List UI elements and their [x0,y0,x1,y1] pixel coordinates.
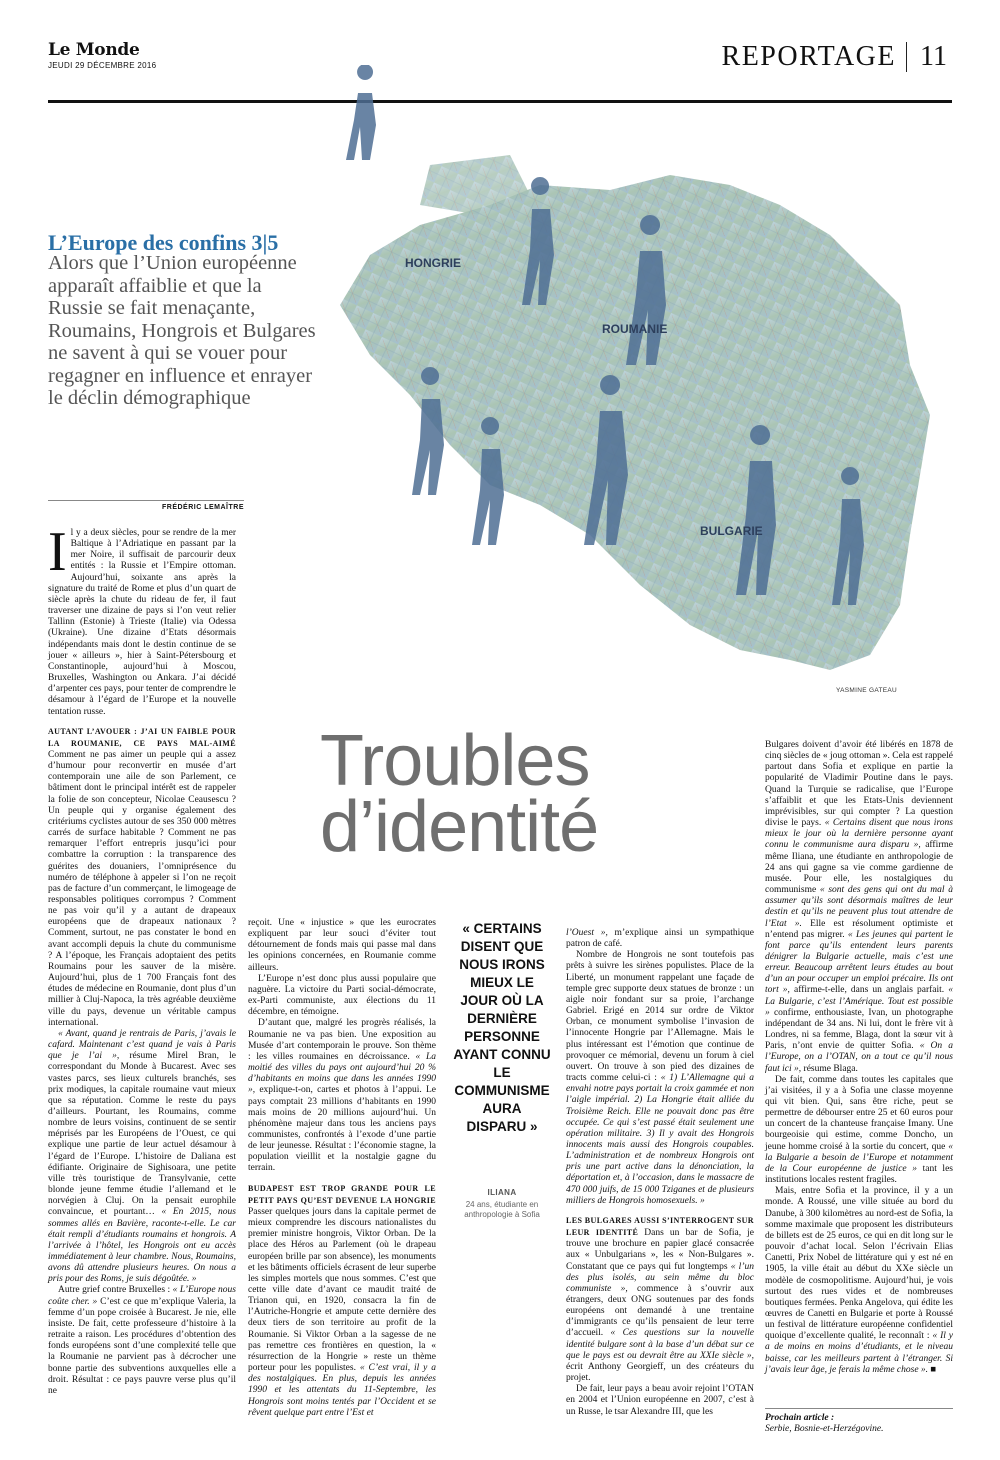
paragraph: Dans un bar de Sofia, je trouve une brochure en papier glacé consacrée aux « Unbulgarians », les « Non-Bulgares ». Constatant que ce pays qui fut longtemps [566,1228,755,1272]
paragraph: C’est ce que m’explique Valeria, la femme d’un pope croisée à Bucarest. Je nie, elle insiste. De fait, cette professeure d’histoire à la retraite a raison. Les procédures d’obtention des fonds européens sont d’une complexité telle que la Roumanie ne parvient pas à décrocher une bonne partie des subventions auxquelles elle a droit. Résultat : ce pays pauvre verse plus qu’il ne [48,1296,236,1396]
paragraph: écrit Anthony Georgieff, un des créateurs du projet. [566,1361,754,1384]
paragraph: Autre grief contre Bruxelles : [58,1285,171,1296]
article-column-4 [765,740,953,1376]
newspaper-logo: Le Monde [48,40,140,60]
intro-paragraph: l y a deux siècles, pour se rendre de la mer Baltique à l’Adriatique en passant par la mer Noire, il suffisait de parcourir deux entités : la Russie et l’Empire ottoman. Aujourd’hui, soixante ans après la signature du traité de Rome et plus d’un quart de siècle après la chute du rideau de fer, il faut traverser une dizaine de pays si l’on veut relier Tallinn (Estonie) à Trieste (Italie) via Odessa (Ukraine). Une dizaine d’Etats désormais indépendants mais dont le destin continue de se jouer « ailleurs », hier à Saint-Pétersbourg et Constantinople, aujourd’hui à Moscou, Bruxelles, Washington ou Ankara. J’ai décidé d’arpenter ces pays, pour tenter de comprendre le désamour à l’égard de l’Europe et la nouvelle tentation russe. [48,528,236,717]
quote-text: « L’Europe nous coûte cher. » [48,1285,236,1307]
paragraph: résume Blaga. [801,1063,858,1074]
headline-line-2: d’identité [320,787,599,867]
headline-line-1: Troubles [320,721,590,801]
paragraph: De fait, leur pays a beau avoir rejoint l’OTAN en 2004 et l’Union européenne en 2007, c’est à un Russe, le tsar Alexandre III, que les [566,1384,754,1417]
next-article-label: Prochain article : [765,1413,835,1423]
subhead-bulgarians: LES BULGARES AUSSI S’INTERROGENT SUR LEUR IDENTITÉ [566,1215,754,1238]
paragraph: Bulgares doivent d’avoir été libérés en 1878 de cinq siècles de « joug ottoman ». Cela est rappelé partout dans Sofia et explique en partie la popularité de Vladimir Poutine dans le pays. Quand la Turquie se radicalise, que l’Europe s’affaiblit et que les Etats-Unis deviennent imprévisibles, sur qui compter ? La question divise le pays. [765,740,953,829]
page-number: 11 [920,41,947,72]
map-label-bulgarie: BULGARIE [700,524,763,538]
quote-text: « la Bulgarie a besoin de l’Europe et notamment de la Cour européenne de justice » [765,1141,954,1174]
paragraph: tant les institutions locales restent fragiles. [765,1163,953,1186]
paragraph: affirme même Iliana, une étudiante en anthropologie de 24 ans qui gagne sa vie comme gardienne de musée. Pour elle, les nostalgiques du communisme [765,840,953,896]
quote-text: « La moitié des villes du pays ont aujourd’hui 20 % d’habitants en moins que dans les années 1990 », [248,1051,436,1096]
quote-text: « 1) L’Allemagne qui a envahi notre pays portait la croix gammée et non l’aigle impérial. 2) La Hongrie était alliée du Troisième Reich. Elle ne pouvait donc pas être occupée. Ce qui s’est passé était seulement une opération militaire. 3) Il y avait des Hongrois innocents mais aussi des Hongrois coupables. L’administration et de nombreux Hongrois ont pris une part active dans la dénonciation, la déportation et, à l’occasion, dans le massacre de 470 000 juifs, de 15 000 Tziganes et de plusieurs milliers de Hongrois homosexuels. » [566,1073,754,1206]
quote-text: « sont des gens qui ont du mal à assumer qu’ils sont désormais maîtres de leur destin et qu’ils ne peuvent plus tout attendre de l’Etat ». [765,885,953,929]
pull-quote: « CERTAINS DISENT QUE NOUS IRONS MIEUX LE JOUR OÙ LA DERNIÈRE PERSONNE AYANT CONNU LE COMMUNISME AURA DISPARU » [453,921,551,1134]
quote-text: l’Ouest », [566,928,608,938]
paragraph: D’autant que, malgré les progrès réalisés, la Roumanie ne va pas bien. Une exposition au Musée d’art contemporain le prouve. Son thème : les villes roumaines en décroissance. [248,1018,436,1062]
article-column-2 [248,918,436,1419]
quote-text: « On a l’Europe, on a l’OTAN, on a tout ce qu’il nous faut ici », [765,1041,953,1074]
subhead-budapest: BUDAPEST EST TROP GRANDE POUR LE PETIT PAYS QU’EST DEVENUE LA HONGRIE [248,1183,436,1205]
pull-quote-role: 24 ans, étudiante en anthropologie à Sofia [464,1200,540,1219]
quote-text: « Certains disent que nous irons mieux le jour où la dernière personne ayant connu le communisme aura disparu », [765,818,953,851]
pull-quote-name: ILIANA [487,1188,517,1197]
paragraph: reçoit. Une « injustice » que les eurocrates expliquent par leur souci d’éviter tout détournement de fonds mais qui passe mal dans les opinions concernées, en Roumanie comme ailleurs. [248,918,436,973]
paragraph: résume Mirel Bran, le correspondant du Monde à Bucarest. Avec ses vastes parcs, ses lieux culturels branchés, ses prix modiques, la capitale roumaine vaut mieux que sa réputation. Comme le reste du pays d’ailleurs. Pourtant, les Roumains, comme nombre de leurs voisins, continuent de se sentir méprisés par les Européens de l’Ouest, ce qui explique une partie de leur actuel désamour à l’égard de l’Europe. L’histoire de Daliana est édifiante. Originaire de Sighisoara, une petite ville très touristique de Transylvanie, cette blonde jeune femme étudie l’allemand et le norvégien à Cluj. On la pensait europhile convaincue, et pourtant… [48,1051,236,1218]
next-article [765,1408,953,1435]
section-title: REPORTAGE [721,41,896,72]
series-kicker: L’Europe des confins 3|5 [48,230,279,255]
quote-text: « l’un des plus isolés, au sein même du bloc communiste », [566,1261,754,1294]
quote-text: « La Bulgarie, c’est l’Amérique. Tout est possible » [765,985,954,1018]
paragraph: commence à s’ouvrir aux étrangers, deux ONG soutenues par des fonds européens ont demandé à une trentaine d’immigrants ce qu’ils pensaient de leur terre d’accueil. [566,1283,754,1339]
map-illustration [310,65,950,685]
quote-text: « Il y a de moins en moins d’étudiants, et le niveau baisse, car les meilleurs partent à l’étranger. Si j’avais leur âge, je ferais la même chose ». [765,1331,953,1375]
quote-text: « C’est vrai, il y a des nostalgiques. En plus, depuis les années 1990 et les attentats du 11-Septembre, les Hongrois sont moins tentés par l’Occident et se rêvent quelque part entre l’Est et [248,1363,436,1418]
paragraph: Elle est résolument optimiste et n’entend pas migrer. [765,918,953,940]
paragraph: L’Europe n’est donc plus aussi populaire que naguère. La victoire du Parti social-démocrate, ex-Parti communiste, aux élections du 11 décembre, en témoigne. [248,973,436,1018]
article-deck: Alors que l’Union européenne apparaît affaiblie et que la Russie se fait menaçante, Roumains, Hongrois et Bulgares ne savent à qui se vouer pour regagner en influence et enrayer le déclin démographique [48,252,316,409]
dropcap: I [48,521,67,583]
issue-date: JEUDI 29 DÉCEMBRE 2016 [48,61,157,70]
paragraph: Comment ne pas aimer un peuple qui a assez d’humour pour reconvertir en musée d’art contemporain une aile de son Parlement, ce bâtiment dont le principal intérêt est de rappeler la folie de son concepteur, Nicolae Ceausescu ? Un peuple qui y organise également des critériums cyclistes autour de ses 350 000 mètres carrés de surface habitable ? Comment ne pas remarquer l’effort entrepris jusqu’ici pour combattre la corruption : la transparence des guérites des douaniers, l’omniprésence du numéro de téléphone à appeler si l’on ne reçoit pas de facture d’un commerçant, le limogeage de responsables politiques corrompus ? Comment ne pas voir qu’il y a autant de drapeaux européens que de drapeaux nationaux ? Comment, surtout, ne pas constater le bond en avant accompli depuis la chute du communisme ? A l’époque, les Français adoptaient des petits Roumains pour les sauver de la misère. Aujourd’hui, plus de 1 700 Français font des études de médecine en Roumanie, dont plus d’un millier à Cluj-Napoca, la très agréable deuxième ville du pays, devenue un véritable campus international. [48,749,236,1028]
next-article-title: Serbie, Bosnie-et-Herzégovine. [765,1424,884,1434]
article-column-3 [566,928,754,1418]
paragraph: Passer quelques jours dans la capitale permet de mieux comprendre les discours nationalistes du premier ministre hongrois, Viktor Orban. De la place des Héros au Parlement (où le drapeau européen brille par son absence), les monuments et les bâtiments officiels écrasent de leur superbe les simples mortels que nous sommes. C’est que cette ville date d’avant ce maudit traité de Trianon qui, en 1920, consacra la fin de l’Autriche-Hongrie et ampute cette dernière des deux tiers de son territoire au profit de la Roumanie. Si Viktor Orban a la sagesse de ne pas remettre ces frontières en question, la « résurrection de la Hongrie » reste un thème porteur pour les populistes. [248,1206,436,1374]
author-byline: FRÉDÉRIC LEMAÎTRE [48,500,244,511]
paragraph: affirme-t-elle, dans un anglais parfait. [789,985,945,996]
quote-text: « Ces questions sur la nouvelle identité bulgare sont à la base d’un débat sur ce que le pays est ou devrait être au XXIe siècle », [566,1328,754,1361]
paragraph: De fait, comme dans toutes les capitales que j’ai visitées, il y a à Sofia une classe moyenne qui vit bien. Qui, sans être riche, peut se permettre de débourser entre 25 et 60 euros pour un concert de la chanteuse française Imany. Une bourgeoisie qui estime, comme Doncho, un jeune homme croisé à la sortie du concert, que [765,1074,953,1152]
illustration-credit: YASMINE GATEAU [836,687,898,694]
quote-text: « En 2015, nous sommes allés en Bavière, raconte-t-elle. Le car était rempli d’étudiants roumains et hongrois. A l’arrivée à l’hôtel, les Hongrois ont eu accès immédiatement à leur chambre. Nous, Roumains, avons dû attendre plusieurs heures. On nous a pris pour des Roms, je suis dégoûtée. » [48,1207,236,1285]
subhead-romania: AUTANT L’AVOUER : J’AI UN FAIBLE POUR LA ROUMANIE, CE PAYS MAL-AIMÉ [48,726,236,748]
headline [320,721,740,867]
walking-figure-a [346,65,376,160]
paragraph: Mais, entre Sofia et la province, il y a un monde. A Roussé, une ville située au bord du Danube, à 300 kilomètres au nord-est de Sofia, la somme maximale que proposent les distributeurs de billets est de 25 euros, ce qui en dit long sur le pouvoir d’achat local. Selon l’écrivain Elias Canetti, Prix Nobel de littérature qui y est né en 1905, la ville était au début du XXe siècle un modèle de cosmopolitisme. Aujourd’hui, je vois surtout des rues vides et de nombreuses boutiques fermées. Penka Angelova, qui édite les œuvres de Canetti en Bulgarie et porte à Roussé un festival de littérature européenne confidentiel quoique d’excellente qualité, le reconnaît : [765,1186,953,1342]
end-mark: ■ [928,1364,937,1375]
paragraph: confirme, enthousiaste, Ivan, un photographe indépendant de 34 ans. Ni lui, dont le frère vit à Londres, ni sa femme, Blaga, dont la sœur vit à Paris, n’ont envie de quitter Sofia. [765,1007,953,1052]
quote-text: « Les jeunes qui partent le font parce qu’ils entendent leurs parents dénigrer la Bulgarie actuelle, mais c’est une erreur. Beaucoup arrêtent leurs études au bout d’un an pour occuper un emploi précaire. Ils ont tort », [765,929,953,996]
map-label-hongrie: HONGRIE [405,256,462,270]
map-label-roumanie: ROUMANIE [602,322,668,336]
article-column-1 [48,521,236,1397]
paragraph: Nombre de Hongrois ne sont toutefois pas prêts à suivre les sirènes populistes. Place de la Liberté, un monument rappelant une façade de temple grec supporte deux statues de bronze : un aigle noir fondant sur sa proie, l’archange Gabriel. Erigé en 2014 sur ordre de Viktor Orban, ce monument symbolise l’invasion de l’innocente Hongrie par l’Allemagne. Mais le plus intéressant est l’émotion que continue de provoquer ce mémorial, devenu un forum à ciel ouvert. On trouve à son pied des dizaines de tracts comme celui-ci : [566,950,754,1084]
paragraph: explique-t-on, cartes et photos à l’appui. Le pays comptait 23 millions d’habitants en 1990 mais moins de 20 millions aujourd’hui. Un phénomène majeur dans tous les anciens pays communistes, confrontés à l’exode d’une partie de leur jeunesse. Résultat : l’économie stagne, la population vieillit et la nostalgie gagne du terrain. [248,1085,436,1174]
quote-text: « Avant, quand je rentrais de Paris, j’avais le cafard. Maintenant c’est quand je vais à Paris que je l’ai », [48,1028,236,1062]
paragraph: m’explique ainsi un sympathique patron de café. [566,928,754,950]
